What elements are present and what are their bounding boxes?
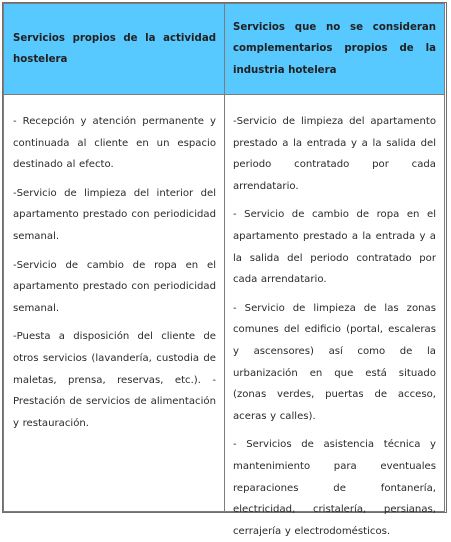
service-item: -Puesta a disposición del cliente de otros servicios (lavandería, custodia de maletas, prensa, reservas, etc.). - Prestación de servicios de alimentación y restauración. (13, 331, 216, 429)
service-item: -Servicio de limpieza del apartamento prestado a la entrada y a la salida del periodo contratado por cada arrendatario. (233, 116, 436, 192)
header-cell-hostelera (3, 3, 225, 95)
service-item: - Servicio de cambio de ropa en el apartamento prestado a la entrada y a la salida del periodo contratado por cada arrendatario. (233, 209, 436, 286)
table-body-row (3, 94, 446, 537)
header-text-hostelera: Servicios propios de la actividad hostelera (13, 32, 216, 65)
header-text-no-complementarios: Servicios que no se consideran complementarios propios de la industria hotelera (233, 22, 436, 76)
service-item: - Servicios de asistencia técnica y mantenimiento para eventuales reparaciones de fontanería, electricidad, cristalería, persianas, cerrajería y electrodomésticos. (233, 439, 436, 537)
body-cell-no-complementarios (224, 94, 445, 537)
service-item: - Recepción y atención permanente y continuada al cliente en un espacio destinado al efecto. (13, 116, 216, 171)
service-item: -Servicio de cambio de ropa en el apartamento prestado con periodicidad semanal. (13, 259, 216, 314)
table-header-row (3, 3, 446, 95)
service-item: - Servicio de limpieza de las zonas comunes del edificio (portal, escaleras y ascensores) así como de la urbanización en que está situado (zonas verdes, puertas de acceso, aceras y calles). (233, 302, 436, 422)
service-item: -Servicio de limpieza del interior del apartamento prestado con periodicidad semanal. (13, 187, 216, 242)
body-cell-hostelera (3, 94, 225, 512)
header-cell-no-complementarios (224, 3, 445, 95)
services-table (2, 2, 447, 537)
